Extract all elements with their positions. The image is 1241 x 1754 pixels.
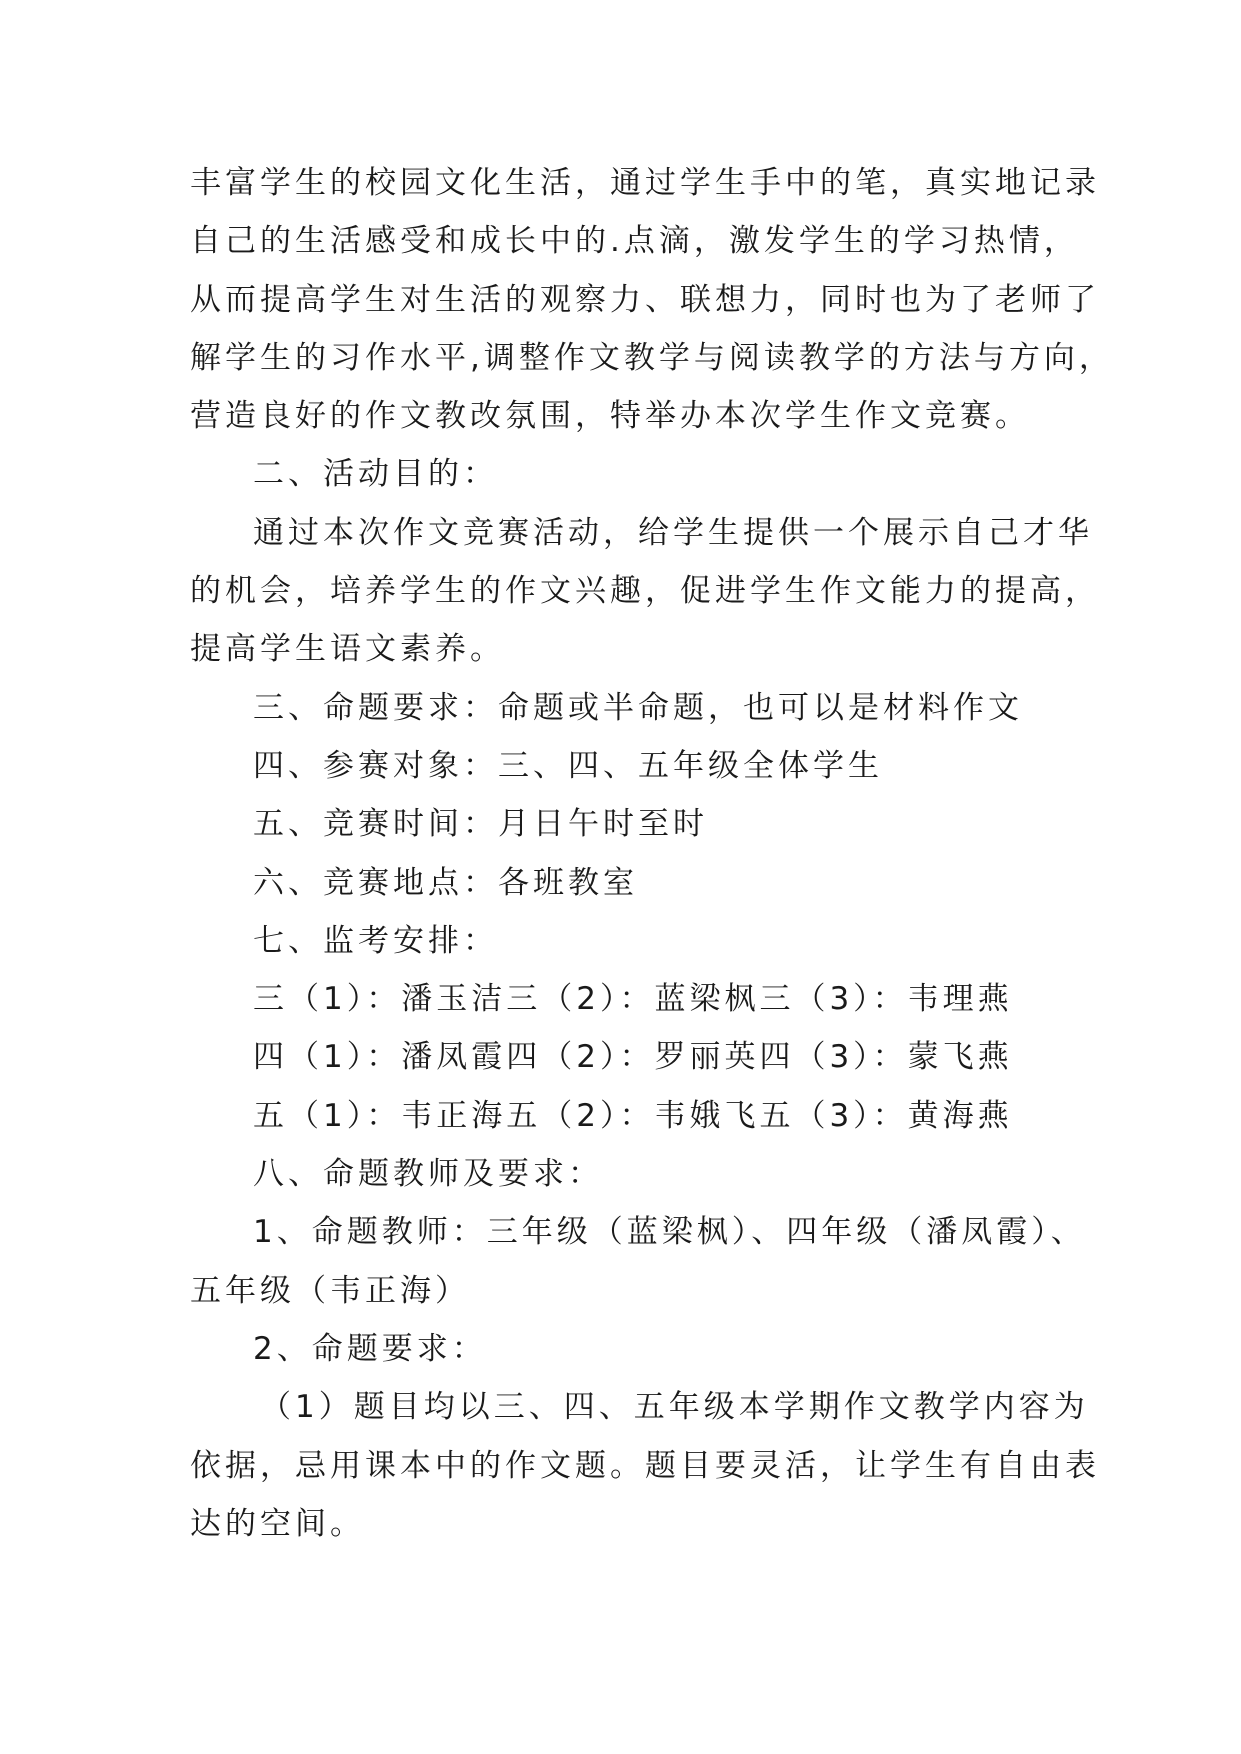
document-body — [190, 154, 1114, 1553]
paragraph-line: 解学生的习作水平,调整作文教学与阅读教学的方法与方向， — [190, 339, 1114, 376]
paragraph-line: 1、命题教师：三年级（蓝梁枫）、四年级（潘凤霞）、 — [253, 1214, 1086, 1251]
proctor-line: 四（1）：潘凤霞四（2）：罗丽英四（3）：蒙飞燕 — [253, 1039, 1013, 1076]
section-heading: 三、命题要求：命题或半命题，也可以是材料作文 — [253, 689, 1023, 726]
paragraph-line: 丰富学生的校园文化生活，通过学生手中的笔，真实地记录 — [190, 165, 1100, 201]
section-heading: 七、监考安排： — [253, 922, 498, 959]
section-heading: 五、竞赛时间：月日午时至时 — [253, 806, 708, 843]
paragraph-line: 依据，忌用课本中的作文题。题目要灵活，让学生有自由表 — [190, 1447, 1100, 1484]
paragraph-line: 的机会，培养学生的作文兴趣，促进学生作文能力的提高， — [190, 573, 1100, 610]
proctor-line: 五（1）：韦正海五（2）：韦娥飞五（3）：黄海燕 — [253, 1097, 1013, 1134]
paragraph-line: 从而提高学生对生活的观察力、联想力，同时也为了老师了 — [190, 281, 1100, 318]
paragraph-line: 自己的生活感受和成长中的.点滴，激发学生的学习热情， — [190, 223, 1079, 260]
paragraph-line: 营造良好的作文教改氛围，特举办本次学生作文竞赛。 — [190, 398, 1030, 435]
paragraph-line: （1）题目均以三、四、五年级本学期作文教学内容为 — [260, 1389, 1089, 1426]
paragraph-line: 五年级（韦正海） — [190, 1272, 470, 1309]
section-heading: 六、竞赛地点：各班教室 — [253, 864, 638, 901]
section-heading: 2、命题要求： — [253, 1330, 487, 1367]
paragraph-line: 达的空间。 — [190, 1505, 365, 1542]
paragraph-line: 通过本次作文竞赛活动，给学生提供一个展示自己才华 — [253, 514, 1093, 551]
section-heading: 二、活动目的： — [253, 456, 498, 493]
section-heading: 四、参赛对象：三、四、五年级全体学生 — [253, 747, 883, 784]
paragraph-line: 提高学生语文素养。 — [190, 631, 505, 668]
section-heading: 八、命题教师及要求： — [253, 1156, 603, 1193]
proctor-line: 三（1）：潘玉洁三（2）：蓝梁枫三（3）：韦理燕 — [253, 981, 1013, 1018]
